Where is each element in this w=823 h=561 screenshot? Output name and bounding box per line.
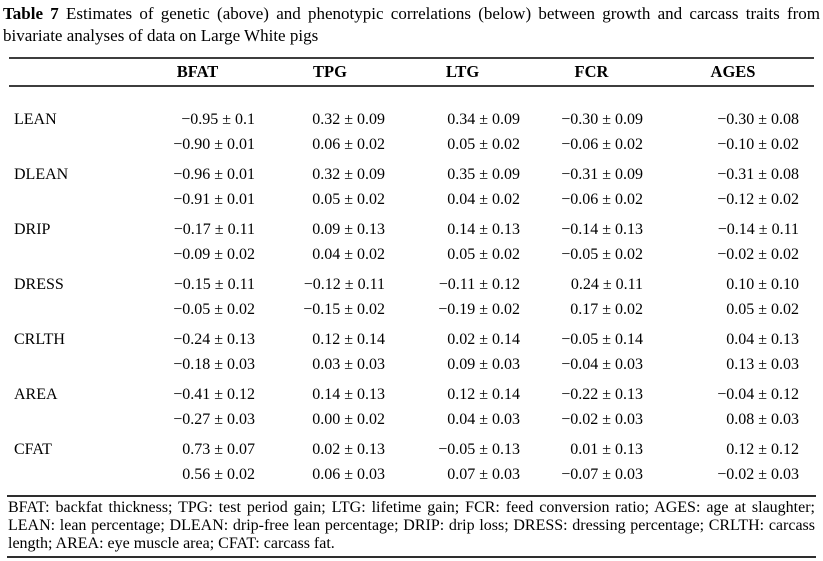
phenotypic-correlation-row (9, 407, 814, 432)
correlation-value: 0.04 ± 0.13 (726, 331, 799, 348)
phenotypic-correlation-row (9, 462, 814, 487)
correlation-value: 0.04 ± 0.02 (312, 246, 385, 263)
table-footnote-block (7, 495, 816, 558)
genetic-correlation-row (9, 217, 814, 242)
trait-label: CRLTH (14, 331, 65, 348)
correlation-value: 0.17 ± 0.02 (570, 301, 643, 318)
correlation-value: 0.09 ± 0.03 (447, 356, 520, 373)
correlation-value: −0.12 ± 0.02 (717, 191, 799, 208)
trait-label: DRESS (14, 276, 64, 293)
column-header-ages: AGES (710, 62, 756, 81)
phenotypic-correlation-row (9, 242, 814, 267)
correlation-value: −0.90 ± 0.01 (173, 136, 255, 153)
correlation-value: −0.96 ± 0.01 (173, 166, 255, 183)
genetic-correlation-row (9, 382, 814, 407)
trait-label: DRIP (14, 221, 51, 238)
correlation-value: 0.02 ± 0.13 (312, 441, 385, 458)
trait-block (9, 162, 814, 212)
correlation-value: −0.30 ± 0.09 (561, 111, 643, 128)
correlation-value: −0.15 ± 0.11 (173, 276, 255, 293)
trait-label: DLEAN (14, 166, 69, 183)
correlation-value: −0.11 ± 0.12 (438, 276, 520, 293)
column-header-bfat: BFAT (176, 62, 219, 81)
correlation-value: −0.14 ± 0.11 (717, 221, 799, 238)
correlation-value: −0.02 ± 0.03 (561, 411, 643, 428)
correlation-value: 0.05 ± 0.02 (726, 301, 799, 318)
correlation-value: 0.07 ± 0.03 (447, 466, 520, 483)
correlation-value: −0.19 ± 0.02 (438, 301, 520, 318)
correlation-value: −0.14 ± 0.13 (561, 221, 643, 238)
correlation-value: 0.14 ± 0.13 (312, 386, 385, 403)
genetic-correlation-row (9, 437, 814, 462)
table-number: Table 7 (3, 4, 59, 23)
genetic-correlation-row (9, 162, 814, 187)
correlation-value: −0.22 ± 0.13 (561, 386, 643, 403)
column-header-ltg: LTG (445, 62, 480, 81)
correlation-value: 0.04 ± 0.02 (447, 191, 520, 208)
column-header-tpg: TPG (313, 62, 347, 81)
trait-label (9, 187, 130, 212)
table-caption-text: Estimates of genetic (above) and phenotypic correlations (below) between growth and carcass traits from bivariate analyses of data on Large White pigs (3, 4, 821, 45)
genetic-correlation-row (9, 327, 814, 352)
trait-label (9, 462, 130, 487)
correlation-value: 0.02 ± 0.14 (447, 331, 520, 348)
correlation-table (9, 57, 814, 487)
trait-block (9, 107, 814, 157)
correlation-value: 0.13 ± 0.03 (726, 356, 799, 373)
trait-block (9, 382, 814, 432)
correlation-value: −0.05 ± 0.13 (438, 441, 520, 458)
table-caption (0, 2, 823, 47)
correlation-value: 0.35 ± 0.09 (447, 166, 520, 183)
correlation-value: −0.05 ± 0.02 (173, 301, 255, 318)
trait-label: LEAN (14, 111, 57, 128)
correlation-value: 0.06 ± 0.02 (312, 136, 385, 153)
correlation-value: −0.10 ± 0.02 (717, 136, 799, 153)
correlation-value: 0.09 ± 0.13 (312, 221, 385, 238)
correlation-value: 0.24 ± 0.11 (570, 276, 643, 293)
correlation-value: 0.00 ± 0.02 (312, 411, 385, 428)
correlation-value: 0.34 ± 0.09 (447, 111, 520, 128)
correlation-value: −0.18 ± 0.03 (173, 356, 255, 373)
correlation-value: 0.73 ± 0.07 (182, 441, 255, 458)
correlation-value: −0.06 ± 0.02 (561, 136, 643, 153)
trait-label: AREA (14, 386, 58, 403)
correlation-value: −0.09 ± 0.02 (173, 246, 255, 263)
column-header-fcr: FCR (574, 62, 609, 81)
correlation-value: −0.24 ± 0.13 (173, 331, 255, 348)
phenotypic-correlation-row (9, 187, 814, 212)
correlation-value: 0.12 ± 0.12 (726, 441, 799, 458)
correlation-value: 0.10 ± 0.10 (726, 276, 799, 293)
trait-block (9, 437, 814, 487)
trait-label (9, 297, 130, 322)
abbreviation-legend: BFAT: backfat thickness; TPG: test period gain; LTG: lifetime gain; FCR: feed conversion ratio; AGES: age at slaughter; LEAN: lean percentage; DLEAN: drip-free lean percentage; DRIP: drip loss; DRESS: dressing percentage; CRLTH: carcass length; AREA: eye muscle area; CFAT: carcass fat. (8, 499, 815, 552)
correlation-value: 0.12 ± 0.14 (312, 331, 385, 348)
trait-label: CFAT (14, 441, 52, 458)
paper-table-page (0, 2, 823, 558)
correlation-value: −0.15 ± 0.02 (303, 301, 385, 318)
correlation-value: −0.05 ± 0.02 (561, 246, 643, 263)
trait-block (9, 217, 814, 267)
correlation-value: −0.17 ± 0.11 (173, 221, 255, 238)
trait-label (9, 352, 130, 377)
correlation-value: −0.95 ± 0.1 (181, 111, 255, 128)
correlation-value: −0.02 ± 0.03 (717, 466, 799, 483)
correlation-value: −0.41 ± 0.12 (173, 386, 255, 403)
correlation-value: −0.02 ± 0.02 (717, 246, 799, 263)
trait-label (9, 407, 130, 432)
correlation-value: 0.12 ± 0.14 (447, 386, 520, 403)
correlation-value: −0.04 ± 0.12 (717, 386, 799, 403)
trait-block (9, 272, 814, 322)
correlation-value: 0.05 ± 0.02 (312, 191, 385, 208)
correlation-value: −0.31 ± 0.08 (717, 166, 799, 183)
correlation-value: 0.32 ± 0.09 (312, 111, 385, 128)
phenotypic-correlation-row (9, 297, 814, 322)
phenotypic-correlation-row (9, 352, 814, 377)
correlation-value: 0.04 ± 0.03 (447, 411, 520, 428)
trait-label (9, 132, 130, 157)
correlation-value: −0.30 ± 0.08 (717, 111, 799, 128)
correlation-value: 0.01 ± 0.13 (570, 441, 643, 458)
correlation-value: 0.05 ± 0.02 (447, 246, 520, 263)
correlation-value: 0.32 ± 0.09 (312, 166, 385, 183)
correlation-value: −0.27 ± 0.03 (173, 411, 255, 428)
table-header-row (9, 57, 814, 87)
trait-block (9, 327, 814, 377)
correlation-value: −0.91 ± 0.01 (173, 191, 255, 208)
correlation-value: −0.04 ± 0.03 (561, 356, 643, 373)
correlation-value: −0.31 ± 0.09 (561, 166, 643, 183)
correlation-value: −0.05 ± 0.14 (561, 331, 643, 348)
table-body (9, 107, 814, 487)
correlation-value: 0.08 ± 0.03 (726, 411, 799, 428)
genetic-correlation-row (9, 107, 814, 132)
correlation-value: −0.12 ± 0.11 (303, 276, 385, 293)
correlation-value: 0.14 ± 0.13 (447, 221, 520, 238)
correlation-value: 0.05 ± 0.02 (447, 136, 520, 153)
phenotypic-correlation-row (9, 132, 814, 157)
trait-label (9, 242, 130, 267)
correlation-value: 0.56 ± 0.02 (182, 466, 255, 483)
correlation-value: −0.06 ± 0.02 (561, 191, 643, 208)
genetic-correlation-row (9, 272, 814, 297)
correlation-value: 0.03 ± 0.03 (312, 356, 385, 373)
correlation-value: 0.06 ± 0.03 (312, 466, 385, 483)
correlation-value: −0.07 ± 0.03 (561, 466, 643, 483)
